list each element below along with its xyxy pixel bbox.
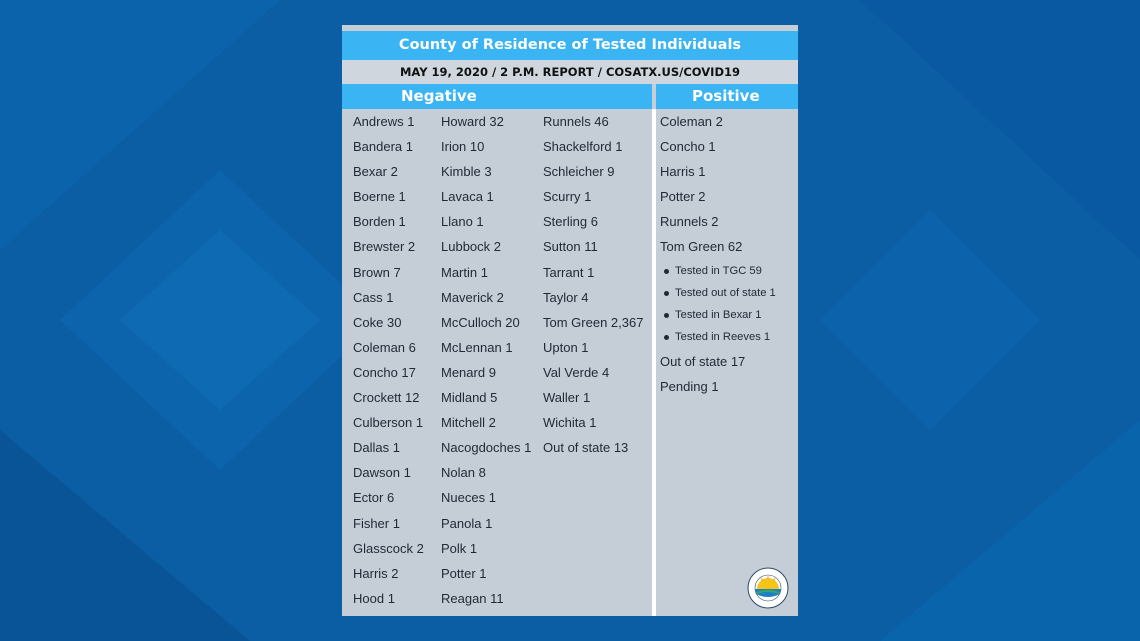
negative-item: Scurry 1	[543, 189, 592, 205]
negative-item: Kimble 3	[441, 164, 492, 180]
negative-item: Coke 30	[353, 314, 402, 330]
negative-item: Andrews 1	[353, 114, 415, 129]
positive-item: Harris 1	[660, 164, 706, 180]
positive-column	[660, 109, 776, 399]
negative-item: Martin 1	[441, 264, 488, 280]
report-date: MAY 19, 2020 / 2 P.M. REPORT / COSATX.US/COVID19	[342, 60, 798, 84]
negative-item: Menard 9	[441, 364, 496, 380]
positive-item: Potter 2	[660, 189, 706, 205]
negative-item: Bexar 2	[353, 164, 398, 180]
negative-item: Val Verde 4	[543, 364, 610, 380]
negative-item: Reagan 11	[441, 590, 504, 606]
negative-item: Tom Green 2,367	[543, 314, 644, 330]
negative-item: Runnels 46	[543, 114, 609, 129]
positive-item: Concho 1	[660, 139, 716, 155]
negative-item: Waller 1	[543, 390, 591, 406]
negative-item: Out of state 13	[543, 440, 629, 456]
column-divider	[652, 109, 656, 616]
positive-heading: Positive	[656, 84, 798, 109]
negative-item: Nacogdoches 1	[441, 440, 532, 456]
negative-item: Schleicher 9	[543, 164, 615, 180]
negative-item: Bandera 1	[353, 139, 413, 155]
negative-item: Maverick 2	[441, 289, 504, 305]
positive-item: Tom Green 62	[660, 239, 743, 255]
negative-column-3	[543, 109, 643, 460]
negative-item: Nolan 8	[441, 465, 486, 481]
negative-item: Glasscock 2	[353, 540, 424, 556]
bullet-item: Tested in Reeves 1	[660, 326, 776, 348]
city-seal-icon	[747, 567, 789, 609]
negative-item: Wichita 1	[543, 415, 597, 431]
negative-item: Coleman 6	[353, 339, 416, 355]
negative-item: Tarrant 1	[543, 264, 595, 280]
negative-item: Fisher 1	[353, 515, 400, 531]
negative-heading: Negative	[342, 84, 652, 109]
negative-item: Taylor 4	[543, 289, 589, 305]
negative-item: Llano 1	[441, 214, 484, 230]
negative-item: Crockett 12	[353, 390, 420, 406]
bullet-item: Tested in TGC 59	[660, 260, 776, 282]
negative-item: Irion 10	[441, 139, 485, 155]
negative-item: Panola 1	[441, 515, 493, 531]
negative-item: Cass 1	[353, 289, 394, 305]
report-card	[342, 25, 798, 616]
negative-column-2	[441, 109, 531, 611]
negative-item: Hood 1	[353, 590, 395, 606]
negative-item: Brewster 2	[353, 239, 416, 255]
negative-item: Upton 1	[543, 339, 589, 355]
positive-item: Pending 1	[660, 378, 719, 394]
negative-item: Midland 5	[441, 390, 498, 406]
negative-item: Lavaca 1	[441, 189, 494, 205]
negative-item: Nueces 1	[441, 490, 496, 506]
negative-item: Concho 17	[353, 364, 416, 380]
negative-item: Dawson 1	[353, 465, 411, 481]
positive-item: Out of state 17	[660, 353, 746, 369]
negative-item: Howard 32	[441, 114, 504, 129]
bullet-group	[660, 260, 776, 349]
positive-item: Coleman 2	[660, 114, 723, 129]
negative-item: Dallas 1	[353, 440, 400, 456]
negative-item: Brown 7	[353, 264, 401, 280]
negative-item: McCulloch 20	[441, 314, 520, 330]
tom-green-breakdown	[660, 260, 776, 349]
bullet-item: Tested in Bexar 1	[660, 304, 776, 326]
negative-item: Harris 2	[353, 565, 399, 581]
negative-item: Mitchell 2	[441, 415, 496, 431]
negative-item: Potter 1	[441, 565, 487, 581]
negative-item: Boerne 1	[353, 189, 406, 205]
negative-item: Borden 1	[353, 214, 406, 230]
negative-item: Shackelford 1	[543, 139, 623, 155]
positive-item: Runnels 2	[660, 214, 719, 230]
report-title: County of Residence of Tested Individuals	[342, 31, 798, 60]
bullet-item: Tested out of state 1	[660, 282, 776, 304]
negative-item: Sterling 6	[543, 214, 598, 230]
negative-item: Lubbock 2	[441, 239, 501, 255]
negative-item: McLennan 1	[441, 339, 513, 355]
negative-item: Ector 6	[353, 490, 395, 506]
negative-item: Polk 1	[441, 540, 478, 556]
negative-item: Sutton 11	[543, 239, 598, 255]
negative-item: Culberson 1	[353, 415, 424, 431]
negative-column-1	[353, 109, 424, 611]
